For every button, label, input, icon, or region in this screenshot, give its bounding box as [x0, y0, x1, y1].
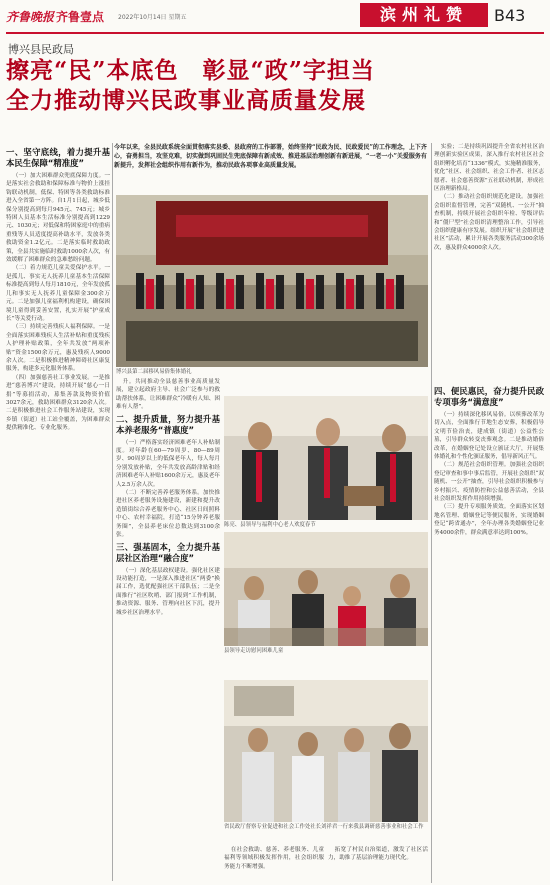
section-3-para-1: （一）深化基层政权建设。强化社区建设功能打造，一是深入推进社区“两委”换届工作，选优配强社区干部队伍；二是全面推行“社区吹哨、部门报到”工作机制，推动资源、服务、管理向社区下沉，提升城乡社区治理水平。: [116, 567, 220, 616]
photo-3-caption: 县领导走访慰问困难儿童: [224, 648, 284, 654]
headline-line-1: 擦亮“民”本底色 彰显“政”字担当: [6, 57, 375, 84]
column-3b: [328, 846, 428, 884]
column-3a: [224, 846, 324, 884]
kicker: 博兴县民政局: [8, 43, 74, 56]
page-number: B43: [494, 6, 526, 25]
group-wedding-image: [116, 195, 428, 367]
child-visit-image: [224, 532, 428, 646]
section-4-para-3: （三）提升专项服务质效。全面落实区划地名管理、婚姻登记等便民服务，实现婚姻登记“跨省通办”，全年办理各类婚姻登记业务4000余件，群众满意率达到100%。: [434, 504, 544, 536]
column-divider-right: [431, 143, 432, 883]
section-1-para-2: （二）着力规范儿童关爱保护水平。一是孤儿、事实无人抚养儿童基本生活保障标准提高到每人每月1810元，全年发放孤儿和事实无人抚养儿童保障金300余万元。二是加强儿童福利机构建设，确保困境儿童得到妥善安置，扎实开展“护童成长”等关爱行动。: [6, 265, 110, 322]
section-4-title: 四、便民惠民，奋力提升民政专项事务“满意度”: [434, 386, 544, 407]
lead-paragraph: 今年以来，全县民政系统全面贯彻落实县委、县政府的工作部署，始终坚持“民政为民、民政爱民”的工作理念，上下齐心，奋勇担当，攻坚克难，切实做到巩固民生兜底保障有新成效、推进基层治理创新有新进展，“一老一小”关爱服务有新提升，发挥社会组织作用有新作为，推动民政各项事业高质量发展。: [114, 144, 427, 170]
section-title: 滨州礼赞: [360, 3, 488, 27]
elderly-center-photo: [224, 396, 428, 520]
section-2-title: 二、提升质量，努力提升基本养老服务“普惠度”: [116, 413, 220, 435]
photo-4-caption: 省民政厅督察专业促进和社会工作处社长刘祥君一行来我县调研慈善事业和社会工作: [224, 824, 424, 830]
section-2-para-1: （一）严格落实经济困难老年人补贴制度。对年龄在60—79周岁、80—89周岁、90周岁以上的低保老年人，每人每月分别发放补贴，全年共发放高龄津贴和经济困难老年人补贴1600余万元，惠及老年人2.5万余人次。: [116, 439, 220, 488]
header-rule: [6, 32, 544, 34]
column-divider: [112, 143, 113, 881]
section-1-para-1: （一）加大困难群众兜底保障力度。一是落实社会救助和保障标准与物价上涨挂钩联动机制，低保、特困等各类救助标准进入全省第一方阵。自1月1日起，城乡低保分别提高到每月945元、745元；城乡特困人员基本生活标准分别提高到1229元、1030元；对低保和特困家庭中的重病重残等人员适度提高补助水平，发放各类救助资金1.2亿元。二是落实临时救助政策，全县共实施临时救助1000余人次，有效缓解了困难群众的急难愁盼问题。: [6, 173, 110, 264]
col2-intro: 升。共同推动全县慈善事业高质量发展，建立起政府主导、社会广泛参与的救助帮扶体系，让困难群众“冷暖有人知、困难有人帮”。: [116, 379, 220, 411]
col4-para-2: （二）推动社会组织规范化建设。加强社会组织监督管理，完善“双随机、一公开”抽查机制，持续开展社会组织年检、等级评估和“僵尸型”社会组织清理整治工作，引导社会组织健康有序发展。组织开展“社会组织进社区”活动，累计开展各类服务活动300余场次，惠及群众4000余人次。: [434, 194, 544, 251]
section-3-title: 三、强基固本，全力提升基层社区治理“融合度”: [116, 541, 220, 563]
section-2-para-2: （二）不断完善养老服务体系。加快推进社区养老服务设施建设，新建和提升改造镇街综合养老服务中心、社区日间照料中心、农村幸福院，打造“15分钟养老服务圈”，全县养老床位总数达到3100余张。: [116, 490, 220, 539]
column-1: [6, 145, 110, 883]
section-3-para-2: 拓宽了村民自治渠道，激发了社区活力，助推了基层治理能力现代化。: [328, 847, 428, 862]
group-wedding-photo: [116, 195, 428, 367]
section-4-para-1: （一）持续深化移风易俗。以殡葬改革为切入点，全面推行节地生态安葬，积极倡导文明节俭治丧，建成镇（街道）公益性公墓，引导群众转变丧葬观念。二是推动婚俗改革，在婚姻登记处设立颁证大厅，开展集体婚礼和个性化颁证服务，倡导新风正气。: [434, 412, 544, 461]
masthead: [0, 0, 550, 32]
section-4-para-2: （二）规范社会组织管理。加强社会组织登记审查和事中事后监管，开展社会组织“双随机、一公开”抽查，引导社会组织积极参与乡村振兴、疫情防控和公益慈善活动，全县社会组织发挥作用持续增强。: [434, 462, 544, 503]
column-4-bottom: [434, 384, 544, 883]
photo-1-caption: 博兴县第二届移风易俗集体婚礼: [116, 369, 192, 375]
brand-logo-qilu: 齐鲁晚报: [6, 10, 55, 24]
headline: [6, 56, 546, 116]
section-1-para-3: （三）持续完善残疾人福利保障。一是全面落实困难残疾人生活补贴和重度残疾人护理补贴政策，全年共发放“两项补贴”资金1500余万元，惠及残疾人9000余人次。二是积极推进精神障碍社区康复服务，构建多元化服务体系。: [6, 324, 110, 373]
section-1-para-4: （四）加强慈善社工事业发展。一是推进“慈善博兴”建设，持续开展“慈心一日捐”等募捐活动，募集善款及物资价值3027余元，救助困难群众3120余人次。二是积极推进社会工作服务站建设，实现乡镇（街道）社工站全覆盖，为困难群众提供精准化、专业化服务。: [6, 374, 110, 432]
column-4-top: [434, 143, 544, 381]
photo-2-caption: 陈亮、县领导与福利中心老人欢度春节: [224, 522, 316, 528]
brand-logo-yidian: 齐鲁壹点: [56, 10, 105, 24]
child-visit-photo: [224, 532, 428, 646]
inspection-image: [224, 680, 428, 822]
col4-top-para: 实验；二是持续巩固提升全省农村社区治理创新实验区成果，深入推行农村社区社会组织孵化培育“1336”模式，实施精准服务，优化“社区、社会组织、社会工作者、社区志愿者、社会慈善资源”五社联动机制，形成社区治理新格局。: [434, 144, 544, 193]
headline-line-2: 全力推动博兴民政事业高质量发展: [6, 87, 366, 114]
column-2: [116, 378, 220, 883]
elderly-center-image: [224, 396, 428, 520]
section-1-title: 一、坚守底线，着力提升基本民生保障“精准度”: [6, 147, 110, 168]
inspection-photo: [224, 680, 428, 822]
col3a-text: 在社会救助、慈善、养老服务、儿童福利等领域积极发挥作用，社会组织服务能力不断增强。: [224, 847, 324, 870]
issue-date: 2022年10月14日 星期五: [118, 14, 187, 21]
